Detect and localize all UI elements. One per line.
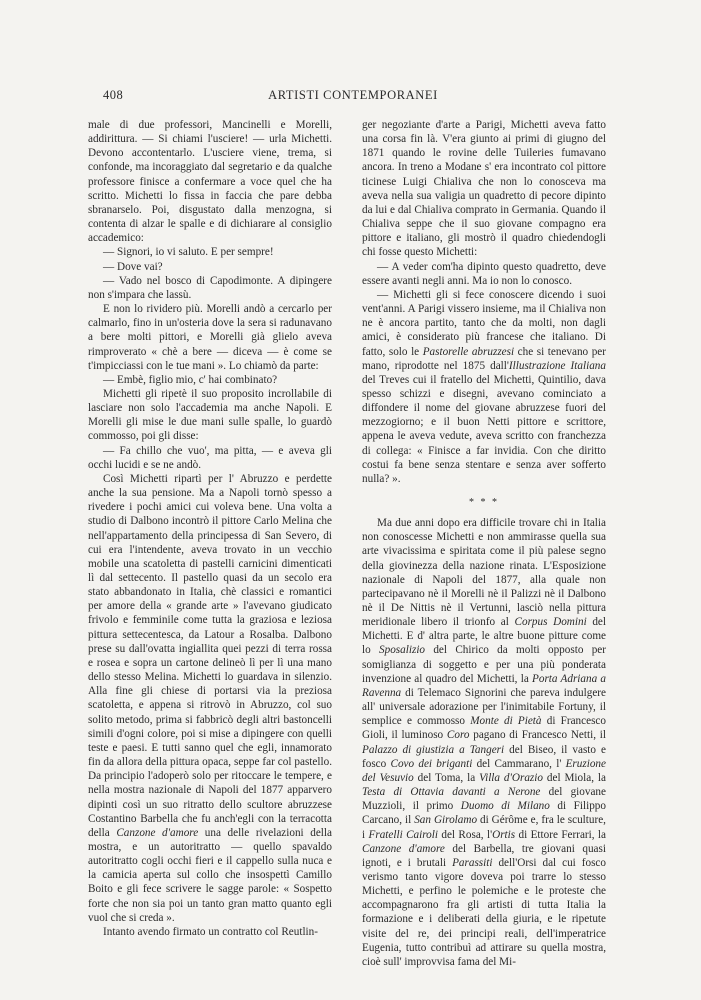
dialogue-line: — Vado nel bosco di Capodimonte. A dipingere non s'impara che lassù. <box>88 274 332 301</box>
paragraph: Michetti gli ripetè il suo proposito incrollabile di lasciare non solo l'accademia ma anche Napoli. E Morelli gli mise le due mani sulle spalle, lo guardò commosso, poi gli disse: <box>88 387 332 443</box>
artwork-title: San Girolamo <box>414 814 478 827</box>
right-column <box>362 118 606 969</box>
text-run: del Chirico da molti opposto per somiglianza di soggetto e per una più ponderata invenzione al quadro del Michetti, la <box>362 644 606 685</box>
artwork-title: Parassiti <box>452 856 493 869</box>
paragraph: male di due professori, Mancinelli e Morelli, addirittura. — Si chiami l'usciere! — urla Michetti. Devono accontentarlo. L'usciere viene, trema, si confonde, ma incoraggiato dal segretario e da qualche professore finisce a confermare a voce quel che ha scritto. Michetti lo fissa in faccia che pare debba sbranarselo. Poi, disgustato dalla menzogna, si contenta di alzar le spalle e di dichiarare al consiglio accademico: <box>88 119 332 245</box>
text-run: di Francesco Gioli, il luminoso <box>362 715 606 742</box>
artwork-title: Coro <box>446 729 470 742</box>
paragraph: ger negoziante d'arte a Parigi, Michetti aveva fatto una corsa fin là. V'era giunto ai primi di giugno del 1871 quando le rovine delle Tuileries fumavano ancora. In treno a Modane s' era incontrato col pittore ticinese Luigi Chialiva che non lo conosceva ma aveva nella sua valigia un quadretto di pecore dipinto da lui e dal Chialiva comprato in Germania. Quando il Chialiva seppe che il suo giovane compagno era pittore e italiano, gli mostrò il quadro chiedendogli chi fosse questo Michetti: <box>362 119 606 259</box>
text-run: del Toma, la <box>413 771 480 784</box>
text-run: pagano di Francesco Netti, il <box>469 729 606 742</box>
dialogue-line: — Dove vai? <box>103 260 163 273</box>
artwork-title: Fratelli Cairoli <box>368 828 438 841</box>
publication-title: Illustrazione Italiana <box>508 359 606 372</box>
dialogue-line: — Fa chillo che vuo', ma pitta, — e aveva gli occhi lucidi e se ne andò. <box>88 444 332 471</box>
artwork-title: Eruzione del Vesuvio <box>362 757 606 784</box>
artwork-title: Villa d'Orazio <box>479 771 543 784</box>
text-run: Così Michetti ripartì per l' Abruzzo e perdette anche la sua pensione. Ma a Napoli tornò spesso a rivedere i pochi amici cui voleva bene. Una volta a studio di Dalbono incontrò il pittore Carlo Melina che nell'appartamento della principessa di San Severo, di cui era l'intendente, aveva trovato in un vecchio mobile una scatoletta di pastelli carnicini dimenticati lì dal settecento. Il pastello quasi da un secolo era stato abbandonato in Italia, chè classici e romantici per amore della « grande arte » l'avevano giudicato frivolo e femminile come tutta la graziosa e leziosa pittura settecentesca, da Latour a Rosalba. Dalbono prese su dall'ovatta ingiallita quei pezzi di terra rossa e rosea e sopra un cartone delineò lì per lì una mano dello stesso Melina. Michetti lo guardava in silenzio. Alla fine gli chiese di portarsi via la preziosa scatoletta, e appena si ritrovò in Abruzzo, col suo solito metodo, prima si fabbricò degli altri bastoncelli simili d'ogni colore, poi si mise a dipingere con quelli teste e paesi. E tutti sanno quel che egli, innamorato fin da allora della pittura opaca, seppe far col pastello. Da principio l'adoperò solo per ritoccare le tempere, e nella mostra nazionale di Napoli del 1877 apparvero dipinti così un suo ritratto dello scultore abruzzese Costantino Barbella che fu anch'egli con la terracotta della <box>88 472 332 839</box>
paragraph <box>362 516 606 969</box>
paragraph <box>362 288 606 486</box>
artwork-title: Ortis <box>492 828 516 841</box>
text-run: del Cammarano, l' <box>472 757 566 770</box>
text-run: di Ettore Ferrari, la <box>515 828 607 841</box>
running-title: ARTISTI CONTEMPORANEI <box>268 88 438 102</box>
artwork-title: Canzone d'amore <box>362 842 445 855</box>
text-run: che si tenevano per mano, riprodotte nel 1875 dall' <box>362 345 606 372</box>
paragraph: Intanto avendo firmato un contratto col Reutlin- <box>103 925 318 938</box>
artwork-title: Palazzo di giustizia a Tangeri <box>362 743 505 756</box>
text-run: di Filippo Carcano, il <box>362 800 606 827</box>
dialogue-line: — Signori, io vi saluto. E per sempre! <box>103 246 274 259</box>
text-run: dell'Orsi dal cui fosco verismo tanto vigore doveva poi trarre lo stesso Michetti, e perfino le polemiche e le proteste che accompagnarono fra gli artisti di tutta Italia la formazione e i deliberati della giuria, e le ripetute visite del re, dei principi reali, dell'imperatrice Eugenia, tutto contribuì ad attirare su quella mostra, cioè sull' improvvisa fama del Mi- <box>362 856 606 968</box>
artwork-title: Duomo di Milano <box>460 800 550 813</box>
artwork-title: Corpus Domini <box>514 616 587 629</box>
artwork-title: Porta Adriana a Ravenna <box>362 672 607 699</box>
text-run: una delle rivelazioni della mostra, e un autoritratto — quello spavaldo autoritratto cogli occhi fieri e il cappello sulla nuca e la camicia aperta sul collo che insospettì Camillo Boito e gli fece scrivere le sagge parole: « Sospetto forte che non sia poi un tanto gran matto quanto egli vuol che si creda ». <box>88 826 332 924</box>
text-run: del Rosa, l' <box>437 828 493 841</box>
text-run: del Miola, la <box>542 771 606 784</box>
section-separator: * * * <box>469 497 499 509</box>
artwork-title: Testa di Ottavia davanti a Nerone <box>362 786 541 799</box>
artwork-title: Monte di Pietà <box>470 715 542 728</box>
left-column <box>88 118 332 939</box>
text-run: del Barbella, tre giovani quasi ignoti, e i brutali <box>362 842 606 869</box>
dialogue-line: — Embè, figlio mio, c' hai combinato? <box>103 373 278 386</box>
artwork-title: Covo dei briganti <box>390 757 473 770</box>
text-run: di Telemaco Signorini che pareva indulgere all' universale adorazione per l'inimitabile Fortuny, il semplice e commosso <box>362 686 606 728</box>
paragraph: E non lo rividero più. Morelli andò a cercarlo per calmarlo, fino in un'osteria dove la sera si radunavano a bere molti pittori, e Morelli già glielo aveva rimproverato « chè a bere — diceva — è come se t'impicciassi con le tue mani ». Lo chiamò da parte: <box>88 303 332 372</box>
text-run: del Treves cui il fratello del Michetti, Quintilio, dava spesso schizzi e disegni, avevano cominciato a diffondere il nome del giovane abruzzese fuori del mezzogiorno; e il buon Netti pittore e scrittore, appena le aveva vedute, aveva scritto con franchezza di collega: « Finisce a far invidia. Con che diritto costui fa bene senza stentare e senza aver sofferto nulla? ». <box>362 373 606 485</box>
text-run: del Biseo, il vasto e fosco <box>362 743 606 770</box>
dialogue-line: — A veder com'ha dipinto questo quadretto, deve essere avanti negli anni. Ma io non lo conosco. <box>362 260 606 287</box>
text-run: di Gérôme e, fra le sculture, i <box>362 814 606 841</box>
page-number: 408 <box>103 88 124 102</box>
artwork-title: Canzone d'amore <box>116 826 199 839</box>
text-run: del Michetti. E d' altra parte, le altre buone pitture come lo <box>362 616 607 657</box>
paragraph <box>88 472 332 925</box>
page-header <box>103 88 603 104</box>
artwork-title: Pastorelle abruzzesi <box>422 345 515 358</box>
text-run: — Michetti gli si fece conoscere dicendo i suoi vent'anni. A Parigi vissero insieme, ma il Chialiva non ne è ancora partito, tanto che da molti, non dagli amici, è considerato più francese che italiano. Di fatto, solo le <box>362 288 606 358</box>
text-run: del giovane Muzzioli, il primo <box>362 786 606 813</box>
artwork-title: Sposalizio <box>379 644 426 657</box>
text-run: Ma due anni dopo era difficile trovare chi in Italia non conoscesse Michetti e non ammirasse quella sua arte vivacissima e spiritata come il più palese segno della giovinezza della nazione rinata. L'Esposizione nazionale di Napoli del 1877, alla quale non partecipavano nè il Morelli nè il Palizzi nè il Dalbono nè il De Nittis nè il Vertunni, lasciò nella pittura meridionale libero il trionfo al <box>362 517 606 629</box>
